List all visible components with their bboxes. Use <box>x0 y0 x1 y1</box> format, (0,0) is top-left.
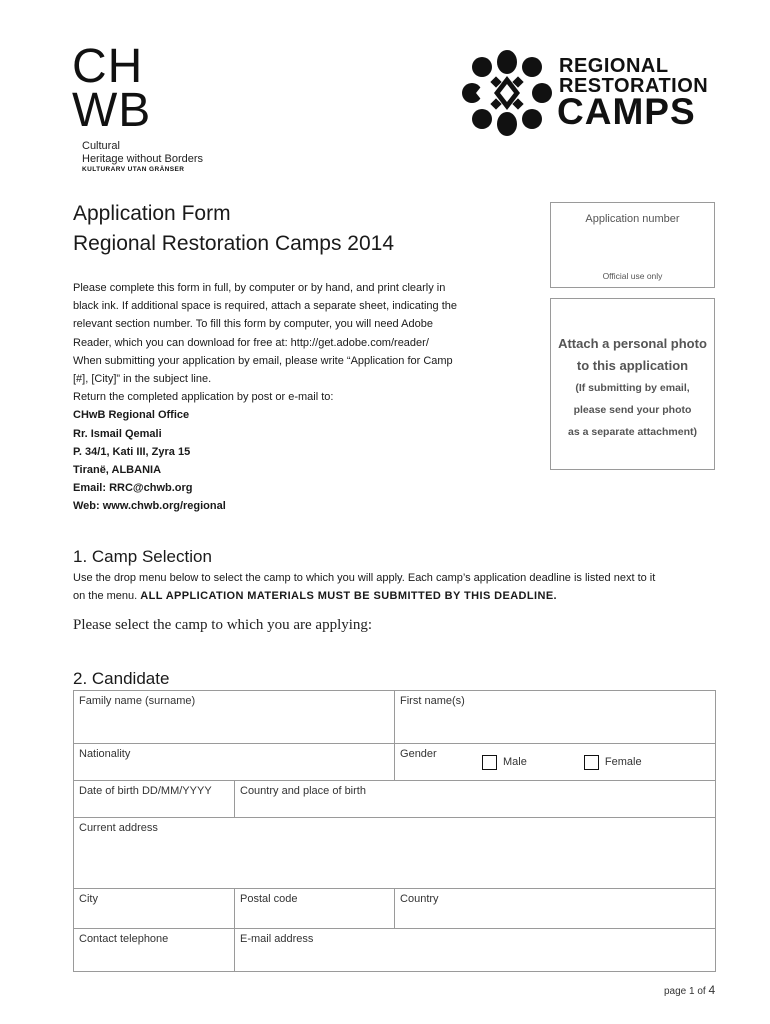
gender-option-female[interactable] <box>584 756 642 768</box>
intro-line: [#], [City]” in the subject line. <box>73 373 212 386</box>
photo-box-line5: as a separate attachment) <box>568 426 697 438</box>
application-number-box <box>550 202 715 288</box>
section1-instructions <box>73 569 723 605</box>
email-address-label: E-mail address <box>240 933 314 945</box>
intro-line: When submitting your application by email, please write “Application for Camp <box>73 354 453 367</box>
current-address-label: Current address <box>79 822 158 834</box>
male-checkbox[interactable] <box>482 755 497 770</box>
chwb-logo <box>72 40 152 137</box>
current-address-field[interactable] <box>74 818 716 889</box>
photo-box-heading <box>551 333 714 377</box>
section1-text-line1: Use the drop menu below to select the camp to which you will apply. Each camp’s application deadline is listed next to it <box>73 572 656 584</box>
photo-box-line3: (If submitting by email, <box>575 382 690 394</box>
official-use-note: Official use only <box>602 271 663 281</box>
intro-instructions <box>73 279 513 516</box>
family-name-field[interactable] <box>74 691 395 744</box>
city-label: City <box>79 893 98 905</box>
city-field[interactable] <box>74 889 235 929</box>
candidate-form-table <box>73 690 716 972</box>
family-name-label: Family name (surname) <box>79 695 196 707</box>
photo-box-line2: to this application <box>576 358 689 373</box>
country-place-birth-field[interactable] <box>235 781 716 818</box>
gender-option-male[interactable] <box>482 756 527 768</box>
gender-field <box>395 744 716 781</box>
section2-heading: 2. Candidate <box>73 669 170 688</box>
page-number-prefix: page 1 of <box>664 986 709 997</box>
camp-select-dropdown[interactable]: Please select the camp to which you are applying: <box>73 617 373 633</box>
page-number <box>664 983 715 997</box>
section1-text-line2 <box>73 587 723 605</box>
country-field[interactable] <box>395 889 716 929</box>
intro-line: relevant section number. To fill this form by computer, you will need Adobe <box>73 318 433 331</box>
intro-line: Reader, which you can download for free at: http://get.adobe.com/reader/ <box>73 336 429 349</box>
first-names-label: First name(s) <box>400 695 465 707</box>
email-address-field[interactable] <box>235 929 716 972</box>
application-number-label: Application number <box>585 213 680 225</box>
female-checkbox[interactable] <box>584 755 599 770</box>
chwb-swedish-name: KULTURARV UTAN GRÄNSER <box>82 166 185 173</box>
country-label: Country <box>400 893 439 905</box>
female-label: Female <box>604 756 642 769</box>
gender-options <box>482 755 670 770</box>
nationality-field[interactable] <box>74 744 395 781</box>
office-building: P. 34/1, Kati III, Zyra 15 <box>73 445 191 458</box>
date-of-birth-label: Date of birth DD/MM/YYYY <box>79 785 212 797</box>
intro-line: black ink. If additional space is required, attach a separate sheet, indicating the <box>73 300 458 313</box>
date-of-birth-field[interactable] <box>74 781 235 818</box>
postal-code-field[interactable] <box>235 889 395 929</box>
contact-telephone-label: Contact telephone <box>79 933 169 945</box>
rrc-logo-line2: RESTORATION <box>559 75 709 97</box>
deadline-warning: ALL APPLICATION MATERIALS MUST BE SUBMITTED BY THIS DEADLINE. <box>140 590 558 602</box>
office-email[interactable]: Email: RRC@chwb.org <box>73 482 193 495</box>
page-total: 4 <box>708 983 716 997</box>
first-names-field[interactable] <box>395 691 716 744</box>
office-city: Tiranë, ALBANIA <box>73 464 162 477</box>
chwb-logo-letters-top: CH <box>72 40 144 93</box>
chwb-logo-subtitle <box>82 140 203 166</box>
photo-box-line4: please send your photo <box>573 404 692 416</box>
contact-telephone-field[interactable] <box>74 929 235 972</box>
photo-box-note <box>551 377 714 443</box>
section1-heading: 1. Camp Selection <box>73 547 212 566</box>
rrc-logo-line1: REGIONAL <box>559 55 669 77</box>
photo-attachment-box <box>550 298 715 470</box>
male-label: Male <box>503 756 527 769</box>
intro-line: Please complete this form in full, by computer or by hand, and print clearly in <box>73 282 446 294</box>
chwb-logo-letters-bottom: WB <box>72 84 152 137</box>
chwb-subtitle-line1: Cultural <box>82 140 120 152</box>
page-subtitle: Regional Restoration Camps 2014 <box>73 232 395 255</box>
intro-line: Return the completed application by post or e-mail to: <box>73 391 334 404</box>
chwb-subtitle-line2: Heritage without Borders <box>82 153 204 165</box>
nationality-label: Nationality <box>79 748 131 760</box>
gender-label: Gender <box>400 748 437 760</box>
office-web[interactable]: Web: www.chwb.org/regional <box>73 500 226 513</box>
section1-text-prefix: on the menu. <box>73 590 141 602</box>
photo-box-line1: Attach a personal photo <box>558 336 707 351</box>
page-title: Application Form <box>73 202 231 225</box>
office-name: CHwB Regional Office <box>73 409 190 422</box>
postal-code-label: Postal code <box>240 893 298 905</box>
office-street: Rr. Ismail Qemali <box>73 427 162 440</box>
rrc-logo-mark-icon <box>462 50 552 136</box>
country-place-birth-label: Country and place of birth <box>240 785 366 797</box>
rrc-logo-line3: CAMPS <box>557 91 696 132</box>
